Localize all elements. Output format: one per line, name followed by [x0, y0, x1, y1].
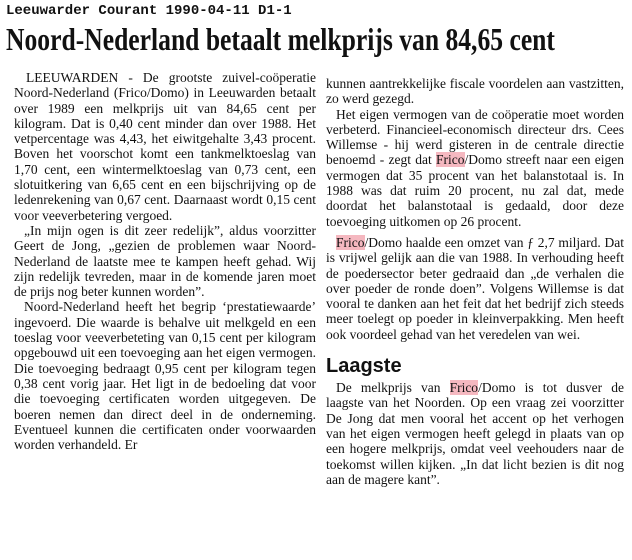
- headline: Noord-Nederland betaalt melkprijs van 84,65 cent: [6, 21, 555, 57]
- text-segment: /Domo streeft naar een eigen vermogen dat 35 procent van het balanstotaal is. In 1988 was dat ruim 20 procent, nu zal dat, mede doordat het balanstotaal is gedaald, door deze toevoeging uitkomen op 26 procent.: [326, 152, 624, 229]
- highlight-term: Frico: [436, 152, 465, 168]
- source-line: Leeuwarder Courant 1990-04-11 D1-1: [6, 3, 292, 19]
- highlight-term: Frico: [336, 234, 365, 250]
- paragraph-intro: LEEUWARDEN - De grootste zuivel-coöperatie Noord-Nederland (Frico/Domo) in Leeuwarden betaalt over 1989 een melkprijs uit van 84,65 cent per kilogram. Dat is 0,40 cent minder dan over 1988. Het vetpercentage was 4,43, het eiwitgehalte 3,43 procent. Boven het voorschot komt een tankmelktoeslag van 1,70 cent, een wintermelktoeslag van 0,73 cent, een slotuitkering van 6,65 cent en een bijschrijving op de ledenrekening van 0,67 cent. Daarnaast wordt 0,15 cent voor veeverbetering vergoed.: [14, 70, 316, 223]
- article-column-left: [14, 70, 316, 452]
- text-segment: De melkprijs van: [336, 380, 450, 396]
- text-segment: /Domo is tot dusver de laagste van het Noorden. Op een vraag zei voorzitter De Jong dat men vooral het accent op het verhogen van het eigen vermogen heeft gelegd in plaats van op een hogere melkprijs, omdat veel veehouders naar de toekomst willen kijken. „In dat licht bezien is dit nog aan de magere kant”.: [326, 380, 624, 487]
- paragraph-prestatiewaarde: Noord-Nederland heeft het begrip ‘prestatiewaarde’ ingevoerd. Die waarde is behalve uit melkgeld en een toeslag voor veeverbeteting van 0,15 cent per kilogram opgebouwd uit een toevoeging aan het eigen vermogen. Die toevoeging bedraagt 0,95 cent per kilogram tegen 0,38 cent vorig jaar. Het ligt in de bedoeling dat voor die toevoeging certificaten worden uitgegeven. De boeren nemen dan direct deel in de onderneming. Eventueel kunnen die certificaten onder voorwaarden worden verhandeld. Er: [14, 299, 316, 453]
- paragraph-eigen-vermogen: [326, 107, 624, 229]
- text-segment: /Domo haalde een omzet van ƒ 2,7 miljard. Dat is vrijwel gelijk aan die van 1988. In verhouding heeft de poedersector beter gedraaid dan „de verhalen die over poeder de ronde doen”. Volgens Willemse is dat vooral te danken aan het feit dat het bedrijf zich steeds meer toelegt op poeder in kleinverpakking. Men heeft ook voordeel gehad van het veredelen van wei.: [326, 234, 624, 342]
- subheading: Laagste: [326, 355, 402, 378]
- article-column-right: [326, 76, 624, 487]
- paragraph-quote: „In mijn ogen is dit zeer redelijk”, aldus voorzitter Geert de Jong, „gezien de problemen waar Noord-Nederland de laatste mee te kampen heeft gehad. Wij zijn redelijk tevreden, maar in de komende jaren moet de prijs nog beter kunnen worden”.: [14, 222, 316, 300]
- highlight-term: Frico: [449, 380, 479, 396]
- paragraph-laagste: [326, 380, 624, 487]
- paragraph-omzet: [326, 235, 624, 342]
- paragraph-continuation: kunnen aantrekkelijke fiscale voordelen aan vastzitten, zo werd gezegd.: [326, 76, 624, 107]
- text-segment: Het eigen vermogen van de coöperatie moet worden verbeterd. Financieel-economisch directeur drs. Cees Willemse - hij werd gisteren in de centrale directie benoemd - zegt dat: [326, 106, 624, 168]
